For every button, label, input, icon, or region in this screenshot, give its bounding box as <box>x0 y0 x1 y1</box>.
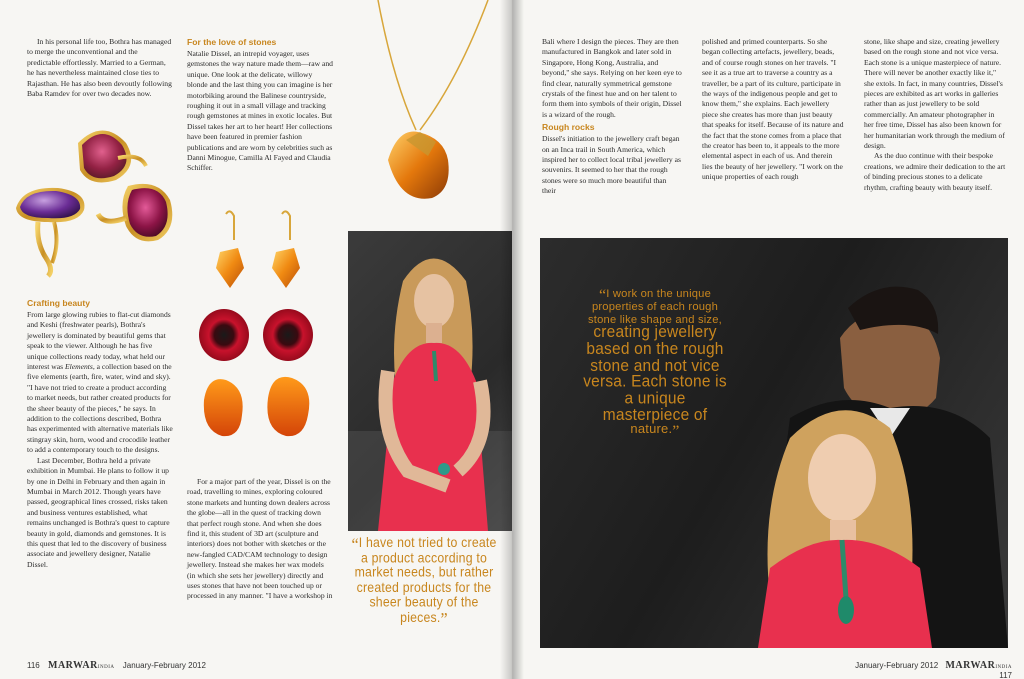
pull-quote-text <box>348 534 500 629</box>
rings-illustration <box>8 118 178 288</box>
right-col1-paragraph-1: Bali where I design the pieces. They are then manufactured in Bangkok and later sold in Singapore, Hong Kong, Australia, and beyond," she says. Relying on her keen eye to find clear, naturally symmetrical gemstone crystals of the finest hue and on her talent to form them into symbols of their origin, Dissel is a wizard of the rough. <box>542 37 682 119</box>
left-col2-stones <box>187 37 333 174</box>
issue-date-left: January-February 2012 <box>122 661 206 670</box>
right-col2 <box>702 37 844 183</box>
left-col2-bottom <box>187 477 333 602</box>
right-col3 <box>864 37 1006 193</box>
pull-quote-small <box>580 288 730 327</box>
pull-quote-large: creating jewellery based on the rough stone and not vice versa. Each stone is a unique masterpiece of <box>583 323 727 425</box>
pull-end-text: nature. <box>630 420 673 436</box>
right-col3-paragraph-2: As the duo continue with their bespoke creations, we admire their dedication to the art of binding precious stones to a delicate rhythm, crafting beauty with beauty itself. <box>864 151 1006 192</box>
woman-figure <box>348 231 512 531</box>
intro-paragraph: In his personal life too, Bothra has managed to merge the unconventional and the predictable effortlessly. Married to a German, he has nevertheless maintained close ties to Rajasthan. He has also been devoutly following Baba Ramdev for over two decades now. <box>27 37 172 99</box>
close-quote-mark: ” <box>440 610 448 629</box>
rough-heading: Rough rocks <box>542 122 595 133</box>
right-pull-quote <box>580 287 730 440</box>
crafting-paragraph-1 <box>27 310 173 456</box>
open-quote-mark: “ <box>351 535 359 555</box>
right-col3-paragraph-1: stone, like shape and size, creating jewellery based on the rough stone and not vice versa. Each stone is a unique masterpiece of nature. There will never be another exactly like it," she extols. In fact, in many countries, Dissel's pieces are exhibited as art works in galleries rather than as just jewellery to be sold commercially. An amateur photographer in her free time, Dissel has also been known for her humanitarian work through the medium of design. <box>864 37 1005 151</box>
close-quote-mark-right: ” <box>672 422 680 440</box>
right-page <box>512 0 1024 679</box>
earrings-image <box>190 210 330 470</box>
page-number-left: 116 <box>27 661 40 670</box>
issue-date-right: January-February 2012 <box>855 661 939 670</box>
magazine-brand-right: MARWARINDIA <box>945 660 1012 671</box>
natalie-dissel-photo <box>348 231 512 531</box>
pull-small-text: I work on the unique properties of each rough stone like shape and size, <box>588 288 722 326</box>
magazine-brand-left: MARWARINDIA <box>48 660 115 671</box>
crafting-p1-text: From large glowing rubies to flat-cut diamonds and Keshi (freshwater pearls), Bothra's jewellery is dominated by beautiful gems that speak to the viewer. Although he has five unique collections ready today, what held our interest was <box>27 310 171 372</box>
crafting-p1-text-cont: , a collection based on the five elements (earth, fire, water, wind and sky). "I have not tried to create a product according to market needs, but rather created products for the sheer beauty of the pieces," he says. In addition to the collections described, Bothra has experimented with alternative materials like stingray skin, horn, wood and crocodile leather to add a contemporary touch to the designs. <box>27 362 173 455</box>
spine-gutter <box>500 0 524 679</box>
left-pull-quote <box>348 534 500 629</box>
rings-image <box>8 118 178 288</box>
earrings-illustration <box>190 210 330 470</box>
crafting-paragraph-2: Last December, Bothra held a private exhibition in Mumbai. He plans to follow it up by one in Delhi in February and then again in Mumbai in March 2012. Though years have passed, geographical lines crossed, risks taken and business ventures established, what remains unchanged is Bothra's quest to capture beauty in gold, diamonds and gemstones. It is this quest that led to the discovery of business associate and jewellery designer, Natalie Dissel. <box>27 455 170 569</box>
stones-heading: For the love of stones <box>187 37 277 47</box>
right-col1-paragraph-2: Dissel's initiation to the jewellery craft began on an Inca trail in South America, which inspired her to collect local tribal jewellery as souvenirs. It seemed to her that the rough stones were so much more beautiful than their <box>542 134 681 196</box>
elements-collection-name: Elements <box>64 362 93 372</box>
page-number-right: 117 <box>999 671 1012 679</box>
left-col1-intro <box>27 37 173 99</box>
crafting-heading: Crafting beauty <box>27 298 91 308</box>
pendant-illustration <box>348 0 500 210</box>
pull-quote-body: I have not tried to create a product according to market needs, but rather created products for the sheer beauty of the pieces. <box>354 534 497 625</box>
right-col2-paragraph: polished and primed counterparts. So she began collecting artefacts, jewellery, beads, and of course rough stones on her travels. "I see it as a true art to traverse a country as a traveller, be a part of its culture, participate in the ways of the indigenous people and get to know them," she explains. Each jewellery piece she creates has more than just beauty that speaks for itself. Because of its nature and the fact that the stone comes from a place that the creator has been to, it appeals to the more elemental aspect in each of us. And therein lies the beauty of her jewellery. "I work on the unique properties of each rough <box>702 37 844 182</box>
col2-bottom-paragraph: For a major part of the year, Dissel is on the road, travelling to mines, exploring coloured stone markets and hunting down dealers across the globe—all in the quest of tracking down that perfect rough stone. And when she does find it, this student of 3D art (sculpture and interiors) does not bother with sketches or the new-fangled CAD/CAM technology to design jewellery. Instead she makes her wax models (in which she sets her jewellery) directly and uses stones that have not been touched up or processed in any manner. "I have a workshop in <box>187 477 333 601</box>
couple-photo <box>540 238 1008 648</box>
left-footer <box>27 660 357 671</box>
open-quote-mark-right: “ <box>598 287 607 304</box>
pendant-image <box>348 0 500 210</box>
stones-paragraph: Natalie Dissel, an intrepid voyager, uses gemstones the way nature made them—raw and unique. One look at the delicate, willowy blonde and the last thing you can imagine is her motorbiking around the Balinese countryside, roughing it out in a small village and tracking rough gemstones at mines in exotic locales. But Dissel takes her art to her heart! Her collections have been featured in premier fashion publications and are worn by celebrities such as Danni Minogue, Camilla Al Fayed and Claudia Schiffer. <box>187 49 333 173</box>
left-col1-crafting <box>27 298 173 570</box>
right-col1 <box>542 37 682 197</box>
right-footer <box>842 660 1012 679</box>
